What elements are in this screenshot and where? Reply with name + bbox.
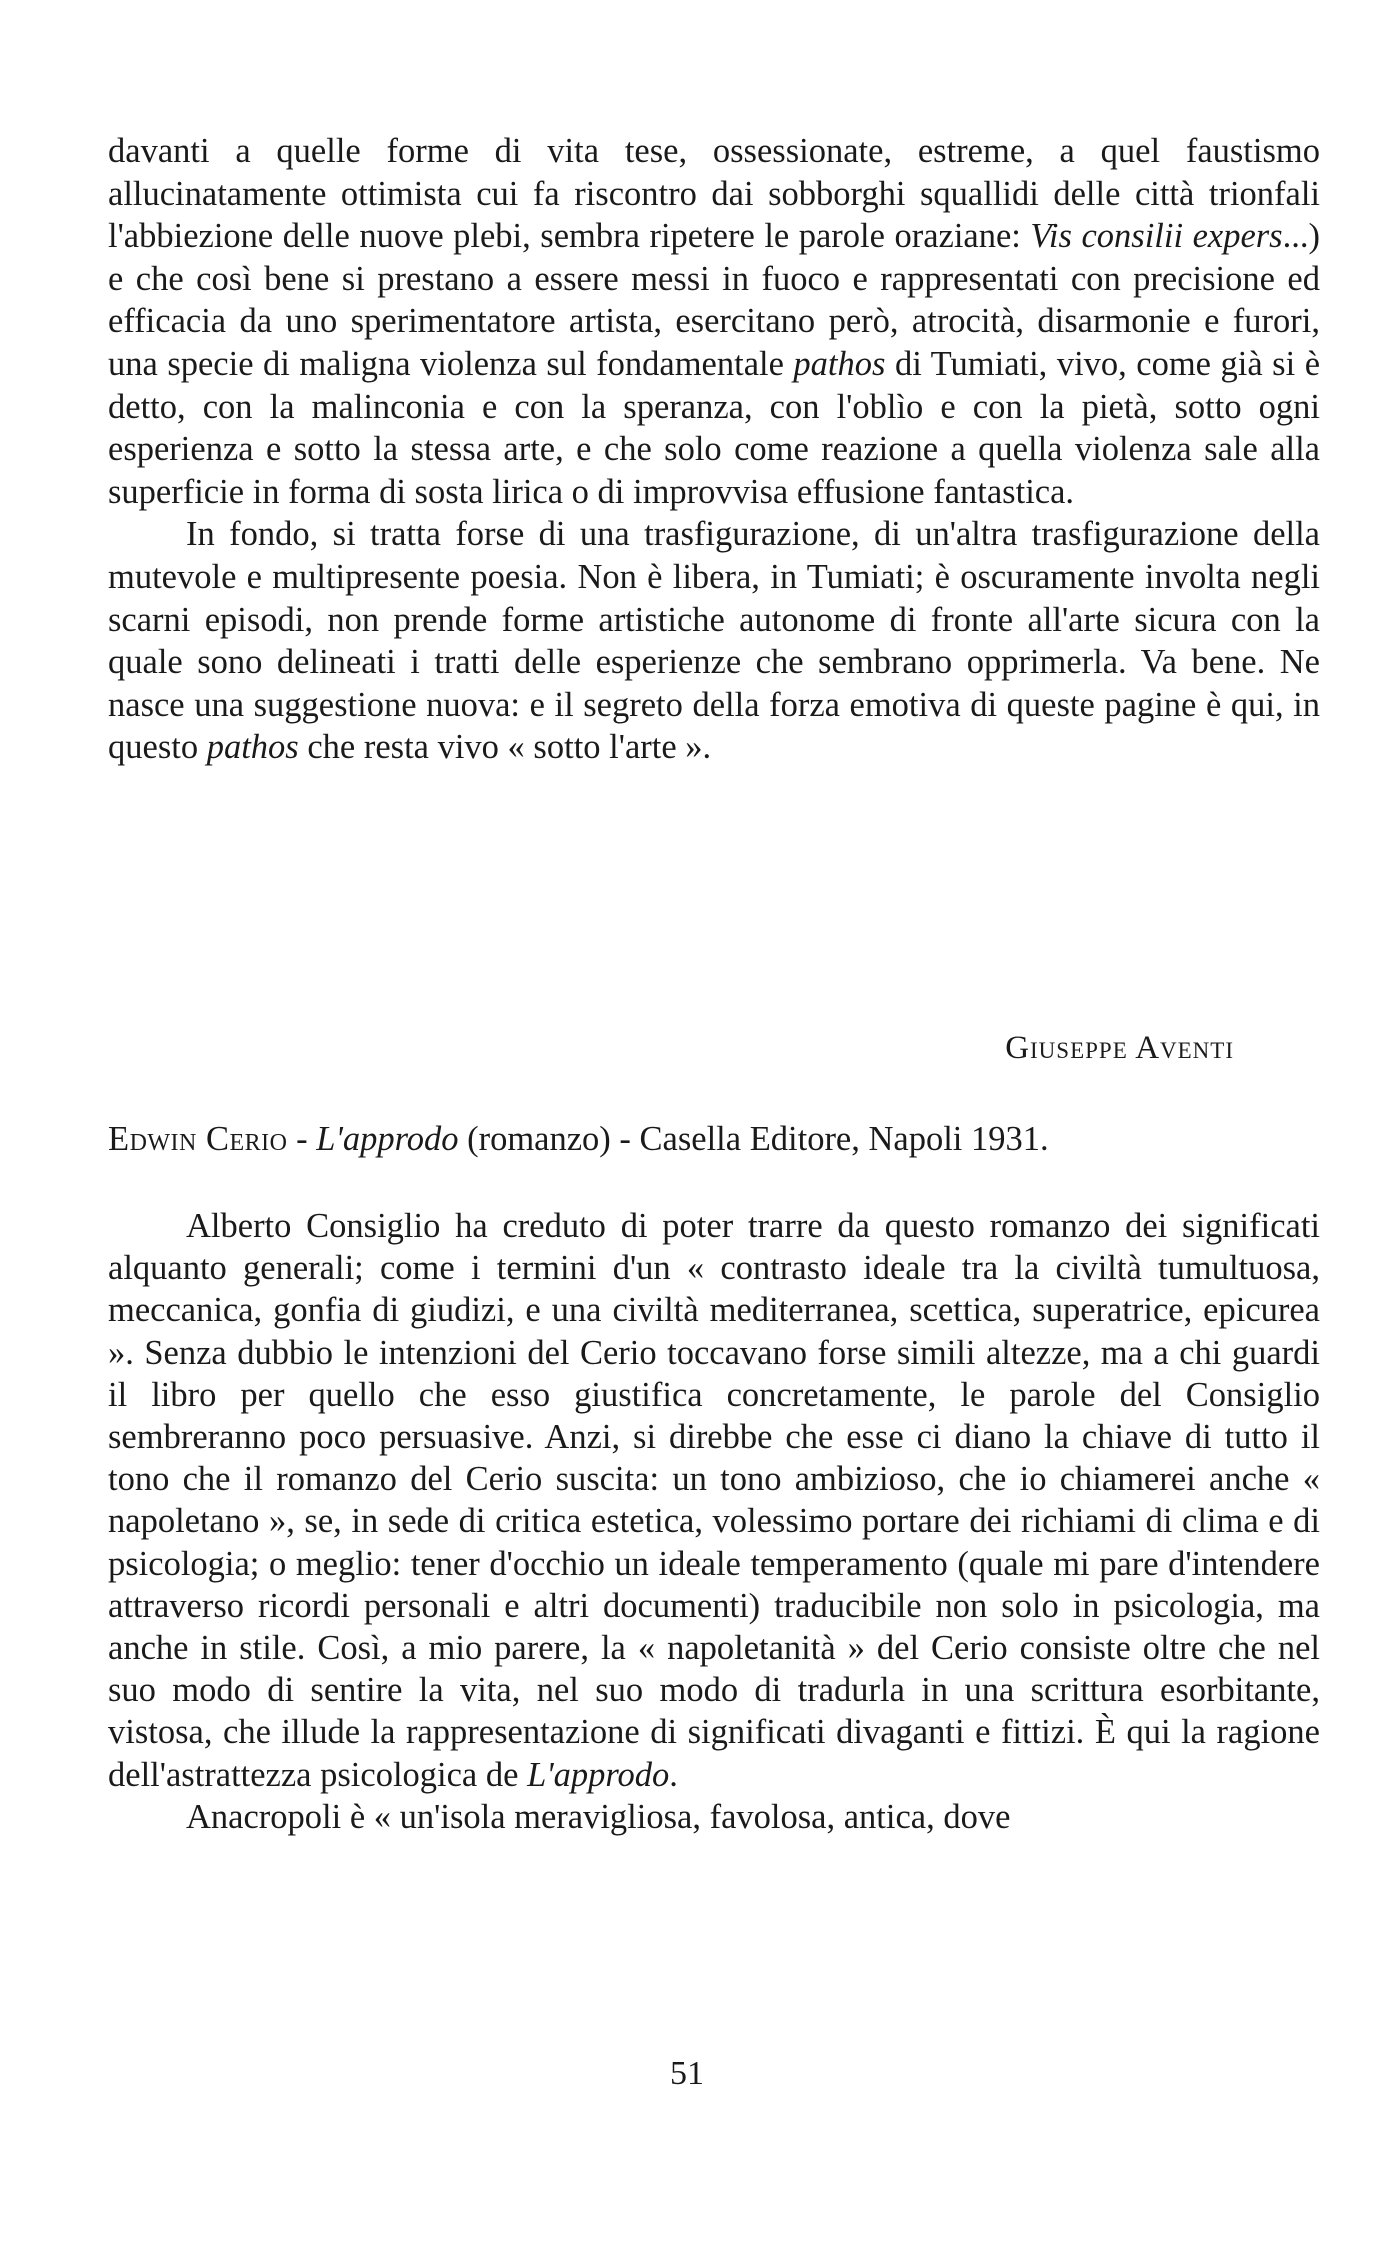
- book-title: L'approdo: [316, 1120, 459, 1158]
- paragraph: In fondo, si tratta forse di una trasfigurazione, di un'altra trasfigurazione della mutevole e multipresente poesia. Non è libera, in Tumiati; è oscuramente involta negli scarni episodi, non prende forme artistiche autonome di fronte all'arte sicura con la quale sono delineati i tratti delle esperienze che sembrano opprimerla. Va bene. Ne nasce una suggestione nuova: e il segreto della forza emotiva di queste pagine è qui, in questo pathos che resta vivo « sotto l'arte ».: [108, 515, 1320, 767]
- paragraph: davanti a quelle forme di vita tese, ossessionate, estreme, a quel faustismo allucinatamente ottimista cui fa riscontro dai sobborghi squallidi delle città trionfali l'abbiezione delle nuove plebi, sembra ripetere le parole oraziane: Vis consilii expers...) e che così bene si prestano a essere messi in fuoco e rappresentati con precisione ed efficacia da uno sperimentatore artista, esercitano però, atrocità, disarmonie e furori, una specie di maligna violenza sul fondamentale pathos di Tumiati, vivo, come già si è detto, con la malinconia e con la speranza, con l'oblìo e con la pietà, sotto ogni esperienza e sotto la stessa arte, e che solo come reazione a quella violenza sale alla superficie in forma di sosta lirica o di improvvisa effusione fantastica.: [108, 132, 1321, 511]
- book-author: Edwin Cerio: [108, 1120, 288, 1158]
- italic-term: pathos: [206, 728, 299, 767]
- review-heading: Edwin Cerio - L'approdo (romanzo) - Casella Editore, Napoli 1931.: [108, 1120, 1049, 1158]
- italic-term: pathos: [793, 344, 886, 383]
- author-signature: Giuseppe Aventi: [1005, 1030, 1234, 1066]
- page-number: 51: [670, 2055, 704, 2092]
- review-continuation: [108, 130, 1320, 769]
- paragraph: Anacropoli è « un'isola meravigliosa, favolosa, antica, dove: [186, 1797, 1011, 1836]
- book-title-ref: L'approdo: [527, 1755, 670, 1794]
- review-body: [108, 1205, 1320, 1838]
- book-details: (romanzo) - Casella Editore, Napoli 1931.: [458, 1120, 1049, 1158]
- latin-quote: Vis consilii expers: [1030, 217, 1283, 256]
- paragraph: Alberto Consiglio ha creduto di poter trarre da questo romanzo dei significati alquanto generali; come i termini d'un « contrasto ideale tra la civiltà tumultuosa, meccanica, gonfia di giudizi, e una civiltà mediterranea, scettica, superatrice, epicurea ». Senza dubbio le intenzioni del Cerio toccavano forse simili altezze, ma a chi guardi il libro per quello che esso giustifica concretamente, le parole del Consiglio sembreranno poco persuasive. Anzi, si direbbe che esse ci diano la chiave di tutto il tono che il romanzo del Cerio suscita: un tono ambizioso, che io chiamerei anche « napoletano », se, in sede di critica estetica, volessimo portare dei richiami di clima e di psicologia; o meglio: tener d'occhio un ideale temperamento (quale mi pare d'intendere attraverso ricordi personali e altri documenti) traducibile non solo in psicologia, ma anche in stile. Così, a mio parere, la « napoletanità » del Cerio consiste oltre che nel suo modo di sentire la vita, nel suo modo di tradurla in una scrittura esorbitante, vistosa, che illude la rappresentazione di significati divaganti e fittizi. È qui la ragione dell'astrattezza psicologica de L'approdo.: [108, 1207, 1320, 1794]
